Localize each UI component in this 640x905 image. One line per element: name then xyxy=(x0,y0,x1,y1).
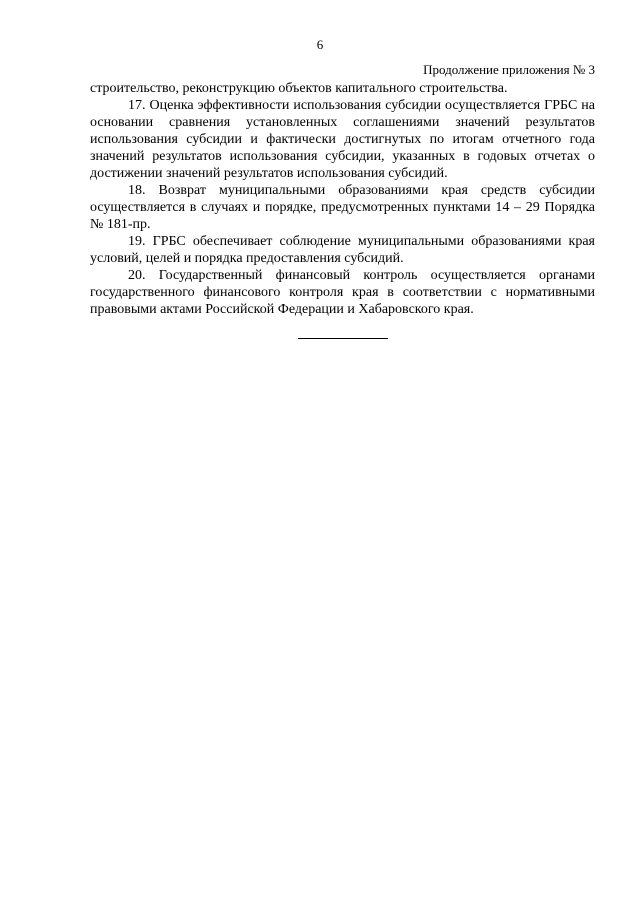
paragraph-18: 18. Возврат муниципальными образованиями края средств субсидии осуществляется в случаях и порядке, предусмотренных пунктами 14 – 29 Порядка № 181-пр. xyxy=(90,183,595,232)
appendix-continuation-note: Продолжение приложения № 3 xyxy=(423,62,595,77)
page-number: 6 xyxy=(316,37,324,52)
paragraph-17: 17. Оценка эффективности использования субсидии осуществляется ГРБС на основании сравнения установленных соглашениями значений результатов использования субсидии и фактически достигнутых по итогам отчетного года значений результатов использования субсидии, указанных в годовых отчетах о достижении значений результатов использования субсидий. xyxy=(90,98,595,181)
paragraph-19: 19. ГРБС обеспечивает соблюдение муниципальными образованиями края условий, целей и порядка предоставления субсидий. xyxy=(90,234,595,266)
end-of-document-rule xyxy=(298,338,388,339)
document-body xyxy=(90,80,595,318)
paragraph-20: 20. Государственный финансовый контроль осуществляется органами государственного финансового контроля края в соответствии с нормативными правовыми актами Российской Федерации и Хабаровского края. xyxy=(90,268,595,317)
paragraph-continuation: строительство, реконструкцию объектов капитального строительства. xyxy=(90,81,508,96)
